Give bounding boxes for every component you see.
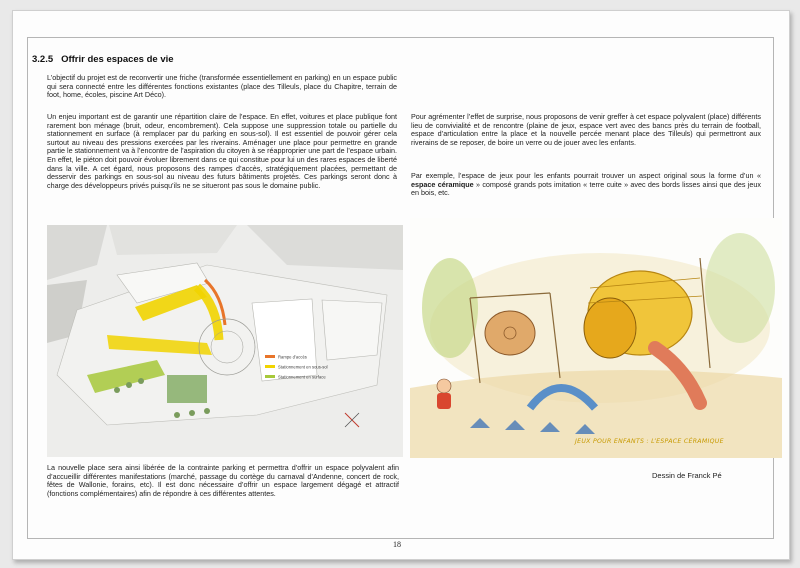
legend-label-surface: Stationnement en surface bbox=[278, 374, 326, 380]
sketch-credit: Dessin de Franck Pé bbox=[652, 471, 722, 480]
right-paragraph-2: Par exemple, l’espace de jeux pour les enfants pourrait trouver un aspect original sous la forme d’un « espace céramique » composé grands pots imitation « terre cuite » avec des bords lisses ainsi que des jeux en bois, etc. bbox=[411, 171, 761, 198]
right-paragraph-1: Pour agrémenter l’effet de surprise, nous proposons de venir greffer à cet espace polyvalent (place) différents lieu de convivialité et de rencontre (plaine de jeux, espace vert avec des bancs près du terrain de football, espace d’articulation entre la place et la nouvelle percée menant place des Tilleuls) qui permettront aux riverains de se reposer, de boire un verre ou de jouer avec les enfants. bbox=[411, 112, 761, 147]
legend-swatch-ramp bbox=[265, 355, 275, 358]
site-plan-drawing bbox=[47, 225, 403, 457]
bold-term: espace céramique bbox=[411, 179, 474, 189]
playground-sketch-drawing bbox=[410, 218, 782, 458]
legend-label-underground: Stationnement en sous-sol bbox=[278, 364, 328, 370]
left-paragraph-2: Un enjeu important est de garantir une répartition claire de l’espace. En effet, voitures et place publique font rarement bon ménage (bruit, odeur, encombrement). Cela suppose une suppression totale ou partielle du stationnement en surface (à remplacer par du parking en sous-sol). Il est essentiel de pouvoir gérer cela surtout au niveau des pressions exercées par les riverains. Aménager une place pour permettre en grande partie le stationnement va à l’encontre de l’aspiration du citoyen à se réapproprier une part de l’espace urbain. En effet, le piéton doit pouvoir évoluer librement dans ce qui constitue pour lui un des rares espaces de liberté dans la ville. A cet égard, nous proposons des rampes d’accès, stratégiquement placées, permettant de desservir des parkings en sous-sol au niveau des futurs bâtiments projetés. Ces parkings seront donc à charge des développeurs privés puisqu’ils ne se situeront pas sous le domaine public. bbox=[47, 112, 398, 190]
section-number: 3.2.5 bbox=[32, 54, 54, 65]
legend-swatch-underground bbox=[265, 365, 275, 368]
left-paragraph-1: L’objectif du projet est de reconvertir une friche (transformée essentiellement en parking) en un espace public qui sera connecté entre les différentes fonctions existantes (place des Tilleuls, place du Chapitre, terrain de foot, home, écoles, piscine Art Déco). bbox=[47, 73, 397, 100]
section-title: Offrir des espaces de vie bbox=[61, 54, 174, 65]
playground-sketch-image bbox=[410, 218, 782, 458]
legend-swatch-surface bbox=[265, 375, 275, 378]
site-plan-image bbox=[47, 225, 403, 457]
section-heading bbox=[32, 54, 174, 65]
left-paragraph-3: La nouvelle place sera ainsi libérée de la contrainte parking et permettra d’offrir un espace polyvalent afin d’accueillir différentes manifestations (marché, passage du cortège du carnaval d’Andenne, concert de rock, fêtes de Wallonie, forains, etc). Il est donc nécessaire d’offrir un espace largement dégagé et attractif (fonctions complémentaires) afin de répondre à ces différentes attentes. bbox=[47, 463, 399, 498]
legend-label-ramp: Rampe d’accès bbox=[278, 354, 307, 360]
page-number: 18 bbox=[393, 540, 401, 549]
sketch-handwritten-caption: JEUX POUR ENFANTS : L’ESPACE CÉRAMIQUE bbox=[575, 438, 724, 445]
